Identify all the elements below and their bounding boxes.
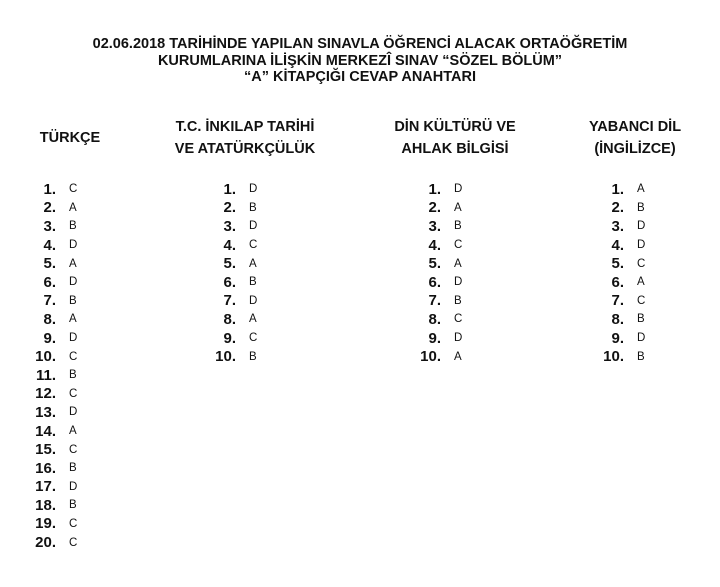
question-number: 1. [611,180,624,198]
answer-row [28,385,77,404]
answer-row [596,347,645,366]
answer-letter: B [69,499,77,512]
answer-letter: B [637,313,645,326]
answer-letter: D [454,183,463,196]
answer-letter: A [69,425,77,438]
inkilap-header [145,116,345,160]
question-number: 18. [35,496,56,514]
question-number: 3. [223,217,236,235]
answer-letter: C [637,294,646,307]
title-line-3: “A” KİTAPÇIĞI CEVAP ANAHTARI [243,69,476,85]
question-number: 12. [35,385,56,403]
answer-letter: A [69,201,77,214]
answer-letter: B [69,220,77,233]
answer-row [208,347,257,366]
answer-row [208,310,257,329]
question-number: 11. [35,366,56,384]
answer-row [596,217,645,236]
question-number: 5. [428,255,441,273]
answer-row [413,292,462,311]
answer-row [208,217,257,236]
answer-letter: C [69,350,78,363]
answer-letter: B [637,350,645,363]
question-number: 6. [43,273,56,291]
answer-row [28,217,77,236]
question-number: 10. [603,348,624,366]
answer-row [28,422,77,441]
question-number: 4. [43,236,56,254]
answer-row [596,236,645,255]
question-number: 3. [428,217,441,235]
answer-letter: D [69,276,78,289]
answer-row [208,273,257,292]
answer-row [596,180,645,199]
title-line-1: 02.06.2018 TARİHİNDE YAPILAN SINAVLA ÖĞRENCİ ALACAK ORTAÖĞRETİM [92,36,628,52]
yabanci-dil-header [570,116,700,160]
answer-letter: B [249,350,257,363]
answer-row [596,199,645,218]
answer-letter: C [637,257,646,270]
answer-letter: D [637,332,646,345]
answer-row [28,459,77,478]
question-number: 8. [428,310,441,328]
question-number: 1. [223,180,236,198]
answer-row [28,440,77,459]
title-line-2: KURUMLARINA İLİŞKİN MERKEZÎ SINAV “SÖZEL BÖLÜM” [157,52,563,69]
question-number: 16. [35,459,56,477]
question-number: 8. [611,310,624,328]
answer-row [28,310,77,329]
question-number: 9. [611,329,624,347]
answer-letter: D [69,406,78,419]
question-number: 7. [43,292,56,310]
answer-letter: B [637,201,645,214]
answer-row [28,180,77,199]
answer-letter: C [69,536,78,549]
question-number: 1. [428,180,441,198]
question-number: 6. [428,273,441,291]
answer-row [596,329,645,348]
answer-letter: D [637,239,646,252]
question-number: 7. [428,292,441,310]
din-kulturu-header-line-2: AHLAK BİLGİSİ [401,141,509,157]
answer-letter: C [69,183,78,196]
answer-row [208,292,257,311]
answer-letter: B [69,294,77,307]
answer-row [208,180,257,199]
answer-letter: A [249,257,257,270]
answer-row [413,310,462,329]
answer-row [413,347,462,366]
question-number: 20. [35,534,56,552]
question-number: 5. [43,255,56,273]
answer-letter: D [249,220,258,233]
answer-row [28,515,77,534]
answer-row [28,496,77,515]
answer-row [208,329,257,348]
question-number: 1. [43,180,56,198]
answer-letter: B [454,294,462,307]
answer-row [28,478,77,497]
question-number: 2. [428,199,441,217]
question-number: 9. [428,329,441,347]
question-number: 13. [35,403,56,421]
question-number: 14. [35,422,56,440]
answer-letter: A [249,313,257,326]
answer-row [28,254,77,273]
question-number: 4. [223,236,236,254]
answer-row [28,199,77,218]
answer-letter: D [249,294,258,307]
answer-row [28,403,77,422]
question-number: 3. [43,217,56,235]
question-number: 10. [215,348,236,366]
question-number: 7. [611,292,624,310]
answer-row [208,199,257,218]
answer-row [28,292,77,311]
answer-letter: D [69,480,78,493]
answer-letter: C [454,239,463,252]
yabanci-dil-header-line-2: (İNGİLİZCE) [594,141,676,157]
inkilap-header-line-2: VE ATATÜRKÇÜLÜK [174,141,316,157]
din-kulturu-answers [413,180,462,366]
answer-letter: A [454,257,462,270]
question-number: 9. [43,329,56,347]
answer-letter: C [249,332,258,345]
answer-letter: A [637,183,645,196]
din-kulturu-header-line-1: DİN KÜLTÜRÜ VE [394,119,516,135]
answer-letter: C [69,517,78,530]
answer-letter: A [637,276,645,289]
answer-row [28,533,77,552]
turkce-header-line-1: TÜRKÇE [39,130,101,146]
answer-row [413,254,462,273]
answer-letter: D [637,220,646,233]
answer-letter: D [69,239,78,252]
answer-letter: B [69,462,77,475]
turkce-header [30,127,110,149]
question-number: 3. [611,217,624,235]
answer-row [596,292,645,311]
answer-letter: A [454,350,462,363]
turkce-answers [28,180,77,552]
document-title [0,36,720,86]
answer-letter: D [69,332,78,345]
answer-row [28,366,77,385]
question-number: 2. [43,199,56,217]
answer-letter: B [454,220,462,233]
answer-letter: B [249,201,257,214]
inkilap-header-line-1: T.C. İNKILAP TARİHİ [175,119,315,135]
question-number: 7. [223,292,236,310]
question-number: 8. [223,310,236,328]
answer-row [28,329,77,348]
answer-row [413,273,462,292]
question-number: 8. [43,310,56,328]
question-number: 2. [223,199,236,217]
answer-row [208,236,257,255]
inkilap-answers [208,180,257,366]
question-number: 10. [420,348,441,366]
answer-row [596,310,645,329]
answer-letter: A [69,257,77,270]
answer-letter: C [69,387,78,400]
answer-row [28,273,77,292]
question-number: 17. [35,478,56,496]
answer-row [28,347,77,366]
answer-row [596,273,645,292]
question-number: 19. [35,515,56,533]
answer-letter: D [454,332,463,345]
answer-letter: A [454,201,462,214]
answer-row [413,329,462,348]
din-kulturu-header [370,116,540,160]
answer-letter: A [69,313,77,326]
answer-row [413,180,462,199]
answer-row [413,236,462,255]
answer-row [596,254,645,273]
question-number: 9. [223,329,236,347]
answer-letter: D [249,183,258,196]
question-number: 15. [35,441,56,459]
answer-letter: B [69,369,77,382]
answer-letter: C [69,443,78,456]
question-number: 5. [223,255,236,273]
answer-letter: D [454,276,463,289]
answer-row [413,217,462,236]
answer-row [208,254,257,273]
answer-letter: C [454,313,463,326]
question-number: 6. [611,273,624,291]
answer-letter: C [249,239,258,252]
answer-row [413,199,462,218]
question-number: 4. [611,236,624,254]
answer-row [28,236,77,255]
question-number: 5. [611,255,624,273]
question-number: 2. [611,199,624,217]
question-number: 10. [35,348,56,366]
yabanci-dil-header-line-1: YABANCI DİL [588,119,682,135]
yabanci-dil-answers [596,180,645,366]
answer-letter: B [249,276,257,289]
question-number: 4. [428,236,441,254]
question-number: 6. [223,273,236,291]
